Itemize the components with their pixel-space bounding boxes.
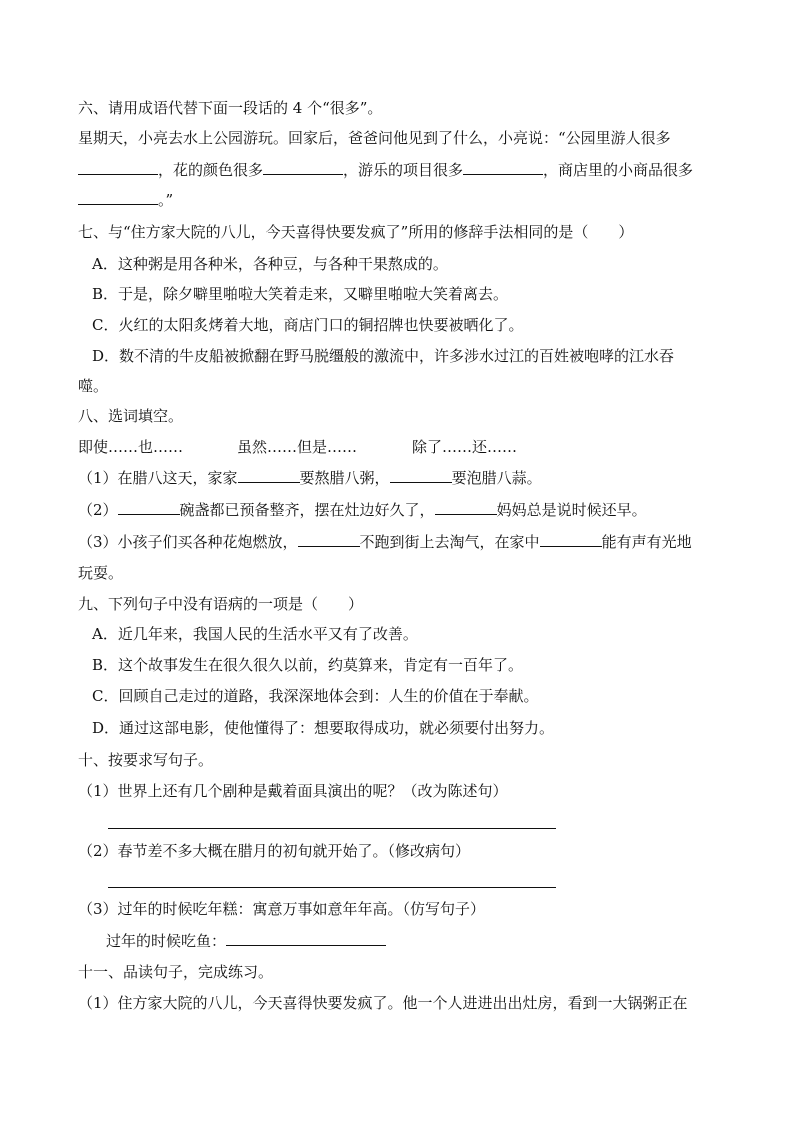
q8-title: 八、选词填空。 bbox=[78, 407, 184, 425]
q7-option-c[interactable]: C．火红的太阳炙烤着大地，商店门口的铜招牌也快要被晒化了。 bbox=[92, 316, 524, 334]
q8-s2-text-c: 妈妈总是说时候还早。 bbox=[496, 501, 647, 519]
answer-blank[interactable] bbox=[390, 468, 452, 483]
q10-title: 十、按要求写句子。 bbox=[78, 751, 214, 769]
answer-blank[interactable] bbox=[463, 160, 543, 175]
q8-s2-text-b: 碗盏都已预备整齐，摆在灶边好久了， bbox=[179, 501, 435, 519]
q9-option-d[interactable]: D．通过这部电影，使他懂得了：想要取得成功，就必须要付出努力。 bbox=[92, 719, 555, 737]
q8-s3-text-c: 能有声有光地 bbox=[601, 533, 692, 551]
q7-option-d-cont: 噬。 bbox=[78, 377, 109, 395]
q6-line1: 星期天，小亮去水上公园游玩。回家后，爸爸问他见到了什么，小亮说：“公园里游人很多 bbox=[78, 129, 671, 147]
answer-blank[interactable] bbox=[118, 500, 180, 515]
q7-title: 七、与“住方家大院的八儿，今天喜得快要发疯了”所用的修辞手法相同的是（ ） bbox=[78, 223, 634, 241]
q8-s1-text-c: 要泡腊八蒜。 bbox=[451, 469, 542, 487]
q8-sentence-3-cont: 玩耍。 bbox=[78, 564, 124, 582]
q10-part-2: （2）春节差不多大概在腊月的初旬就开始了。（修改病句） bbox=[78, 842, 471, 860]
q10-part-3: （3）过年的时候吃年糕：寓意万事如意年年高。（仿写句子） bbox=[78, 900, 486, 918]
q9-option-c[interactable]: C．回顾自己走过的道路，我深深地体会到：人生的价值在于奉献。 bbox=[92, 687, 539, 705]
q7-option-d[interactable]: D．数不清的牛皮船被掀翻在野马脱缰般的激流中，许多涉水过江的百姓被咆哮的江水吞 bbox=[92, 347, 675, 365]
q6-seg-rides: ，游乐的项目很多 bbox=[343, 161, 464, 179]
q8-s3-text-a: （3）小孩子们买各种花炮燃放， bbox=[78, 533, 298, 551]
q6-seg-flowers: ，花的颜色很多 bbox=[158, 161, 264, 179]
q8-s1-text-b: 要熬腊八粥， bbox=[299, 469, 390, 487]
answer-blank[interactable] bbox=[298, 532, 360, 547]
q7-option-b[interactable]: B．于是，除夕噼里啪啦大笑着走来，又噼里啪啦大笑着离去。 bbox=[92, 285, 509, 303]
q8-sentence-3 bbox=[78, 532, 692, 552]
answer-line[interactable] bbox=[108, 828, 556, 829]
q9-title: 九、下列句子中没有语病的一项是（ ） bbox=[78, 595, 364, 613]
q8-choice-1: 即使……也…… bbox=[78, 438, 184, 456]
q11-part-1: （1）住方家大院的八儿，今天喜得快要发疯了。他一个人进进出出灶房，看到一大锅粥正在 bbox=[78, 994, 688, 1012]
q6-seg-goods: ，商店里的小商品很多 bbox=[543, 161, 694, 179]
answer-line[interactable] bbox=[108, 887, 556, 888]
answer-blank[interactable] bbox=[540, 532, 602, 547]
q10-prompt-text: 过年的时候吃鱼： bbox=[106, 932, 227, 950]
answer-blank[interactable] bbox=[263, 160, 343, 175]
q8-choice-2: 虽然……但是…… bbox=[237, 438, 358, 456]
q9-option-a[interactable]: A．近几年来，我国人民的生活水平又有了改善。 bbox=[92, 625, 418, 643]
q11-title: 十一、品读句子，完成练习。 bbox=[78, 963, 274, 981]
answer-blank[interactable] bbox=[78, 190, 158, 205]
answer-blank[interactable] bbox=[78, 160, 158, 175]
q6-seg-end: 。” bbox=[158, 191, 174, 209]
q8-s1-text-a: （1）在腊八这天，家家 bbox=[78, 469, 238, 487]
q10-part-3-prompt bbox=[106, 931, 386, 951]
q8-sentence-2 bbox=[78, 500, 647, 520]
answer-blank[interactable] bbox=[238, 468, 300, 483]
q7-option-a[interactable]: A．这种粥是用各种米，各种豆，与各种干果熬成的。 bbox=[92, 255, 448, 273]
q6-line3 bbox=[78, 190, 173, 210]
answer-blank[interactable] bbox=[435, 500, 497, 515]
answer-blank[interactable] bbox=[226, 931, 386, 946]
q9-option-b[interactable]: B．这个故事发生在很久很久以前，约莫算来，肯定有一百年了。 bbox=[92, 656, 524, 674]
q10-part-1: （1）世界上还有几个剧种是戴着面具演出的呢？（改为陈述句） bbox=[78, 782, 508, 800]
q8-s2-text-a: （2） bbox=[78, 501, 118, 519]
q8-sentence-1 bbox=[78, 468, 542, 488]
q6-line2 bbox=[78, 160, 693, 180]
q6-title: 六、请用成语代替下面一段话的 4 个“很多”。 bbox=[78, 99, 383, 117]
q8-choice-3: 除了……还…… bbox=[412, 438, 518, 456]
q8-s3-text-b: 不跑到街上去淘气，在家中 bbox=[359, 533, 540, 551]
